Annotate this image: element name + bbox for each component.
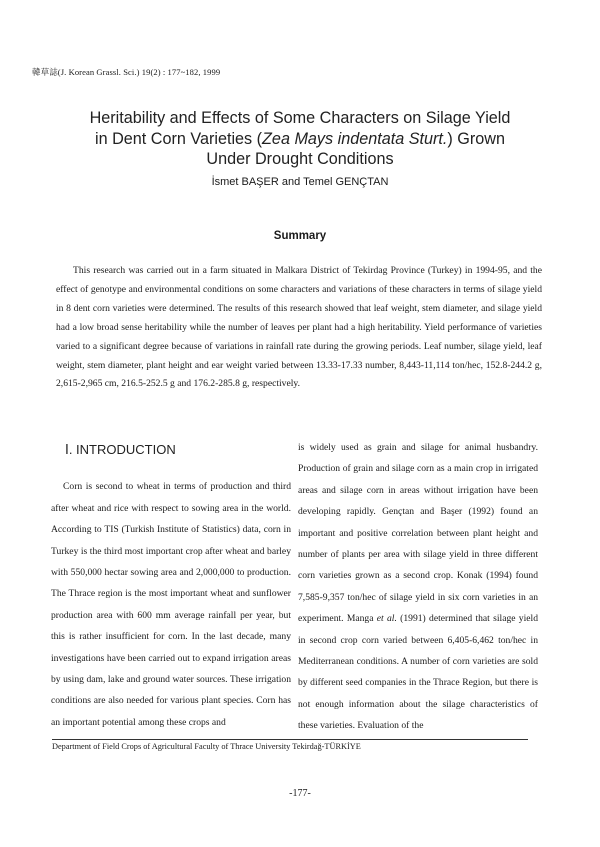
- title-line-2-start: in Dent Corn Varieties (: [95, 129, 263, 148]
- intro-right-text-1: is widely used as grain and silage for animal husbandry. Production of grain and silage corn as a main crop in irrigated areas and silage corn in areas without irrigation have been developing rapidly. Gençtan and Başer (1992) found an important and positive correlation between plant height and number of plants per area with silage yield in three different corn varieties grown as a second crop. Konak (1994) found 7,585-9,357 ton/hec of silage yield in six corn varieties in an experiment. Manga: [298, 442, 538, 625]
- title-line-3: Under Drought Conditions: [206, 150, 394, 168]
- intro-paragraph-right: [298, 437, 538, 737]
- intro-paragraph-left: Corn is second to wheat in terms of production and third after wheat and rice with respect to sowing area in the world. According to TIS (Turkish Institute of Statistics) data, corn in Turkey is the third most important crop after wheat and barley with 550,000 hectar sowing area and 2,000,000 to production. The Thrace region is the most important wheat and sunflower production area with 600 mm average rainfall per year, but this is rather insufficient for corn. In the last decade, many investigations have been carried out to expand irrigation areas by using dam, lake and ground water sources. These irrigation conditions are also needed for various plant species. Corn has an important potential among these crops and: [51, 481, 291, 728]
- affiliation-footnote: Department of Field Crops of Agricultural Faculty of Thrace University Tekirdağ-TÜRKİYE: [52, 742, 361, 751]
- abstract-text: This research was carried out in a farm situated in Malkara District of Tekirdag Province (Turkey) in 1994-95, and the effect of genotype and environmental conditions on some characters and variations of these characters in terms of silage yield in 8 dent corn varieties were determined. The results of this research showed that leaf weight, stem diameter, and silage yield had a low broad sense heritability while the number of leaves per plant had a high heritability. Yield performance of varieties varied to a significant degree because of variations in rainfall rate during the growing periods. Leaf number, silage yield, leaf weight, stem diameter, plant height and ear weight varied between 13.33-17.33 number, 8,443-11,114 ton/hec, 152.8-244.2 g, 2,615-2,965 cm, 216.5-252.5 g and 176.2-285.8 g, respectively.: [56, 265, 542, 390]
- paper-title: [40, 108, 560, 170]
- page-number: -177-: [289, 788, 311, 799]
- title-line-1: Heritability and Effects of Some Characters on Silage Yield: [89, 109, 511, 127]
- summary-heading: Summary: [273, 230, 327, 242]
- section-heading: Ⅰ. INTRODUCTION: [65, 442, 176, 457]
- left-column: [51, 437, 291, 733]
- footnote-divider: [52, 739, 528, 740]
- title-line-2: [40, 129, 560, 150]
- right-column: [298, 437, 538, 737]
- et-al: et al.: [376, 613, 397, 625]
- title-line-2-end: ) Grown: [447, 129, 505, 148]
- species-name: Zea Mays indentata Sturt.: [262, 129, 448, 148]
- journal-citation: 韓草誌(J. Korean Grassl. Sci.) 19(2) : 177~182, 1999: [32, 67, 221, 77]
- intro-right-text-2: (1991) determined that silage yield in second crop corn varied between 6,405-6,462 ton/hec in Mediterranean conditions. A number of corn varieties are sold by different seed companies in the Thrace Region, but there is not enough information about the silage characteristics of these varieties. Evaluation of the: [298, 613, 538, 732]
- authors: İsmet BAŞER and Temel GENÇTAN: [211, 176, 389, 188]
